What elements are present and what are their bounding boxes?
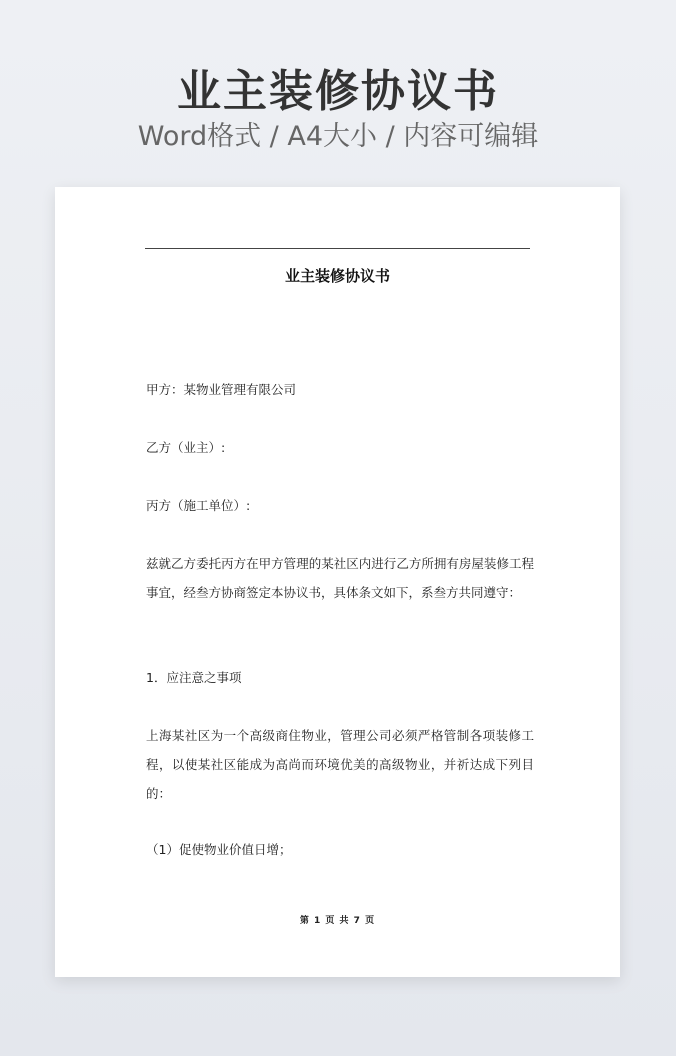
party-a-line: 甲方：某物业管理有限公司 — [146, 382, 297, 397]
page-subtitle: Word格式 / A4大小 / 内容可编辑 — [137, 121, 539, 152]
document-page — [55, 187, 620, 977]
party-c-line: 丙方（施工单位）: — [146, 498, 251, 513]
section-1-paragraph: 上海某社区为一个高级商住物业，管理公司必须严格管制各项装修工程，以使某社区能成为高尚而环境优美的高级物业，并祈达成下列目的： — [146, 728, 534, 801]
list-item: （1）促使物业价值日增； — [146, 842, 292, 857]
party-b-line: 乙方（业主）: — [146, 440, 226, 455]
page-title: 业主装修协议书 — [177, 66, 499, 117]
document-title: 业主装修协议书 — [284, 267, 390, 285]
section-1-heading: 1．应注意之事项 — [146, 670, 242, 685]
intro-paragraph: 兹就乙方委托丙方在甲方管理的某社区内进行乙方所拥有房屋装修工程事宜，经叁方协商签定本协议书，具体条文如下，系叁方共同遵守： — [146, 556, 534, 600]
header-rule — [145, 248, 530, 249]
page-number-footer: 第 1 页 共 7 页 — [299, 916, 376, 926]
